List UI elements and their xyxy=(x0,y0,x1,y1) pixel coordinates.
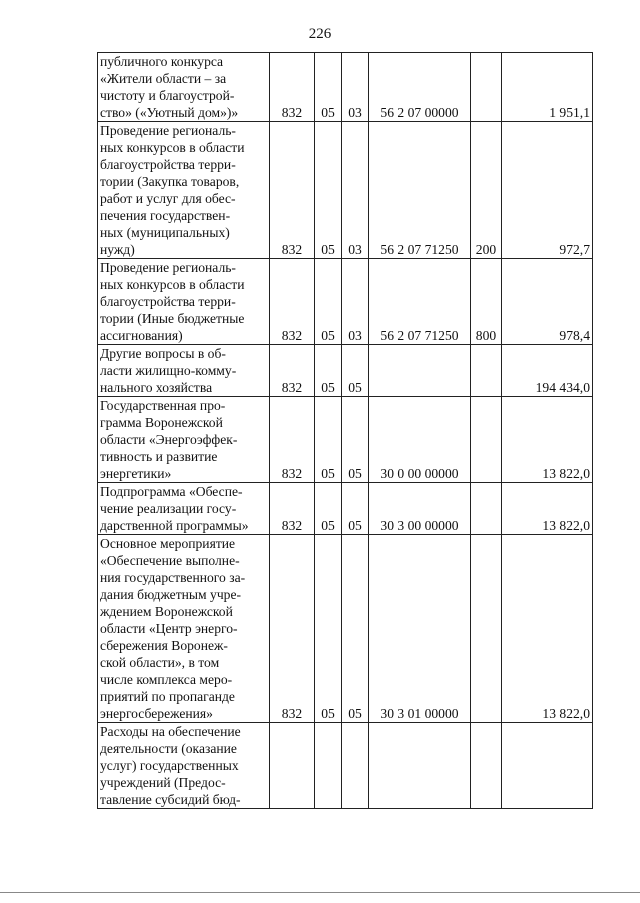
item-name-line: ных конкурсов в области xyxy=(100,277,245,292)
subsection-code-cell xyxy=(342,723,369,809)
target-article-cell: 56 2 07 00000 xyxy=(369,53,471,122)
budget-table xyxy=(97,52,593,809)
target-article-cell: 56 2 07 71250 xyxy=(369,259,471,345)
item-name-cell xyxy=(98,397,270,483)
item-name-line: сбережения Воронеж- xyxy=(100,638,228,653)
item-name-line: деятельности (оказание xyxy=(100,741,237,756)
expense-type-cell: 800 xyxy=(471,259,502,345)
expense-type-cell xyxy=(471,483,502,535)
item-name-line: области «Центр энерго- xyxy=(100,621,238,636)
subsection-code-cell: 05 xyxy=(342,535,369,723)
item-name-line: области «Энергоэффек- xyxy=(100,432,238,447)
ministry-code-cell: 832 xyxy=(270,259,315,345)
amount-cell: 13 822,0 xyxy=(502,483,593,535)
expense-type-cell: 200 xyxy=(471,122,502,259)
ministry-code-cell: 832 xyxy=(270,397,315,483)
target-article-cell: 30 0 00 00000 xyxy=(369,397,471,483)
item-name-line: ных конкурсов в области xyxy=(100,140,245,155)
expense-type-cell xyxy=(471,723,502,809)
item-name-line: благоустройства терри- xyxy=(100,294,236,309)
table-row xyxy=(98,259,593,345)
table-row xyxy=(98,53,593,122)
section-code-cell: 05 xyxy=(315,397,342,483)
expense-type-cell xyxy=(471,345,502,397)
item-name-line: ждением Воронежской xyxy=(100,604,233,619)
ministry-code-cell xyxy=(270,723,315,809)
item-name-cell xyxy=(98,535,270,723)
item-name-line: Проведение региональ- xyxy=(100,123,236,138)
item-name-line: «Обеспечение выполне- xyxy=(100,553,240,568)
item-name-line: работ и услуг для обес- xyxy=(100,191,236,206)
item-name-line: тивность и развитие xyxy=(100,449,218,464)
target-article-cell xyxy=(369,723,471,809)
item-name-line: приятий по пропаганде xyxy=(100,689,235,704)
item-name-cell xyxy=(98,345,270,397)
expense-type-cell xyxy=(471,535,502,723)
item-name-cell xyxy=(98,483,270,535)
item-name-line: ской области», в том xyxy=(100,655,220,670)
item-name-line: «Жители области – за xyxy=(100,71,227,86)
section-code-cell: 05 xyxy=(315,345,342,397)
subsection-code-cell: 05 xyxy=(342,397,369,483)
item-name-line: учреждений (Предос- xyxy=(100,775,226,790)
table-row xyxy=(98,397,593,483)
table-row xyxy=(98,122,593,259)
item-name-line: дарственной программы» xyxy=(100,518,249,533)
amount-cell: 194 434,0 xyxy=(502,345,593,397)
item-name-line: печения государствен- xyxy=(100,208,231,223)
item-name-line: ния государственного за- xyxy=(100,570,246,585)
target-article-cell: 30 3 01 00000 xyxy=(369,535,471,723)
item-name-line: тории (Иные бюджетные xyxy=(100,311,245,326)
amount-cell: 13 822,0 xyxy=(502,397,593,483)
amount-cell xyxy=(502,723,593,809)
item-name-line: энергетики» xyxy=(100,466,172,481)
item-name-line: Государственная про- xyxy=(100,398,226,413)
item-name-line: ство» («Уютный дом»)» xyxy=(100,105,239,120)
item-name-line: услуг) государственных xyxy=(100,758,239,773)
item-name-cell xyxy=(98,259,270,345)
amount-cell: 978,4 xyxy=(502,259,593,345)
item-name-line: Другие вопросы в об- xyxy=(100,346,226,361)
item-name-line: благоустройства терри- xyxy=(100,157,236,172)
item-name-cell xyxy=(98,122,270,259)
item-name-line: Проведение региональ- xyxy=(100,260,236,275)
section-code-cell: 05 xyxy=(315,535,342,723)
item-name-line: Расходы на обеспечение xyxy=(100,724,241,739)
item-name-cell xyxy=(98,53,270,122)
table-row xyxy=(98,345,593,397)
item-name-line: нального хозяйства xyxy=(100,380,213,395)
item-name-line: чение реализации госу- xyxy=(100,501,237,516)
item-name-line: публичного конкурса xyxy=(100,54,224,69)
section-code-cell: 05 xyxy=(315,122,342,259)
item-name-line: числе комплекса меро- xyxy=(100,672,233,687)
amount-cell: 972,7 xyxy=(502,122,593,259)
subsection-code-cell: 03 xyxy=(342,122,369,259)
item-name-line: ассигнования) xyxy=(100,328,183,343)
item-name-cell xyxy=(98,723,270,809)
item-name-line: тавление субсидий бюд- xyxy=(100,792,241,807)
amount-cell: 13 822,0 xyxy=(502,535,593,723)
amount-cell: 1 951,1 xyxy=(502,53,593,122)
page-number: 226 xyxy=(308,26,332,42)
expense-type-cell xyxy=(471,53,502,122)
subsection-code-cell: 03 xyxy=(342,259,369,345)
section-code-cell xyxy=(315,723,342,809)
section-code-cell: 05 xyxy=(315,259,342,345)
item-name-line: нужд) xyxy=(100,242,135,257)
subsection-code-cell: 03 xyxy=(342,53,369,122)
ministry-code-cell: 832 xyxy=(270,535,315,723)
ministry-code-cell: 832 xyxy=(270,122,315,259)
item-name-line: дания бюджетным учре- xyxy=(100,587,242,602)
ministry-code-cell: 832 xyxy=(270,53,315,122)
ministry-code-cell: 832 xyxy=(270,345,315,397)
target-article-cell xyxy=(369,345,471,397)
item-name-line: грамма Воронежской xyxy=(100,415,223,430)
item-name-line: Основное мероприятие xyxy=(100,536,236,551)
expense-type-cell xyxy=(471,397,502,483)
target-article-cell: 56 2 07 71250 xyxy=(369,122,471,259)
subsection-code-cell: 05 xyxy=(342,483,369,535)
item-name-line: ласти жилищно-комму- xyxy=(100,363,237,378)
table-row xyxy=(98,723,593,809)
item-name-line: тории (Закупка товаров, xyxy=(100,174,240,189)
table-row xyxy=(98,535,593,723)
table-row xyxy=(98,483,593,535)
target-article-cell: 30 3 00 00000 xyxy=(369,483,471,535)
bottom-rule xyxy=(0,892,640,893)
section-code-cell: 05 xyxy=(315,483,342,535)
item-name-line: ных (муниципальных) xyxy=(100,225,230,240)
ministry-code-cell: 832 xyxy=(270,483,315,535)
item-name-line: чистоту и благоустрой- xyxy=(100,88,235,103)
item-name-line: энергосбережения» xyxy=(100,706,213,721)
item-name-line: Подпрограмма «Обеспе- xyxy=(100,484,243,499)
section-code-cell: 05 xyxy=(315,53,342,122)
subsection-code-cell: 05 xyxy=(342,345,369,397)
